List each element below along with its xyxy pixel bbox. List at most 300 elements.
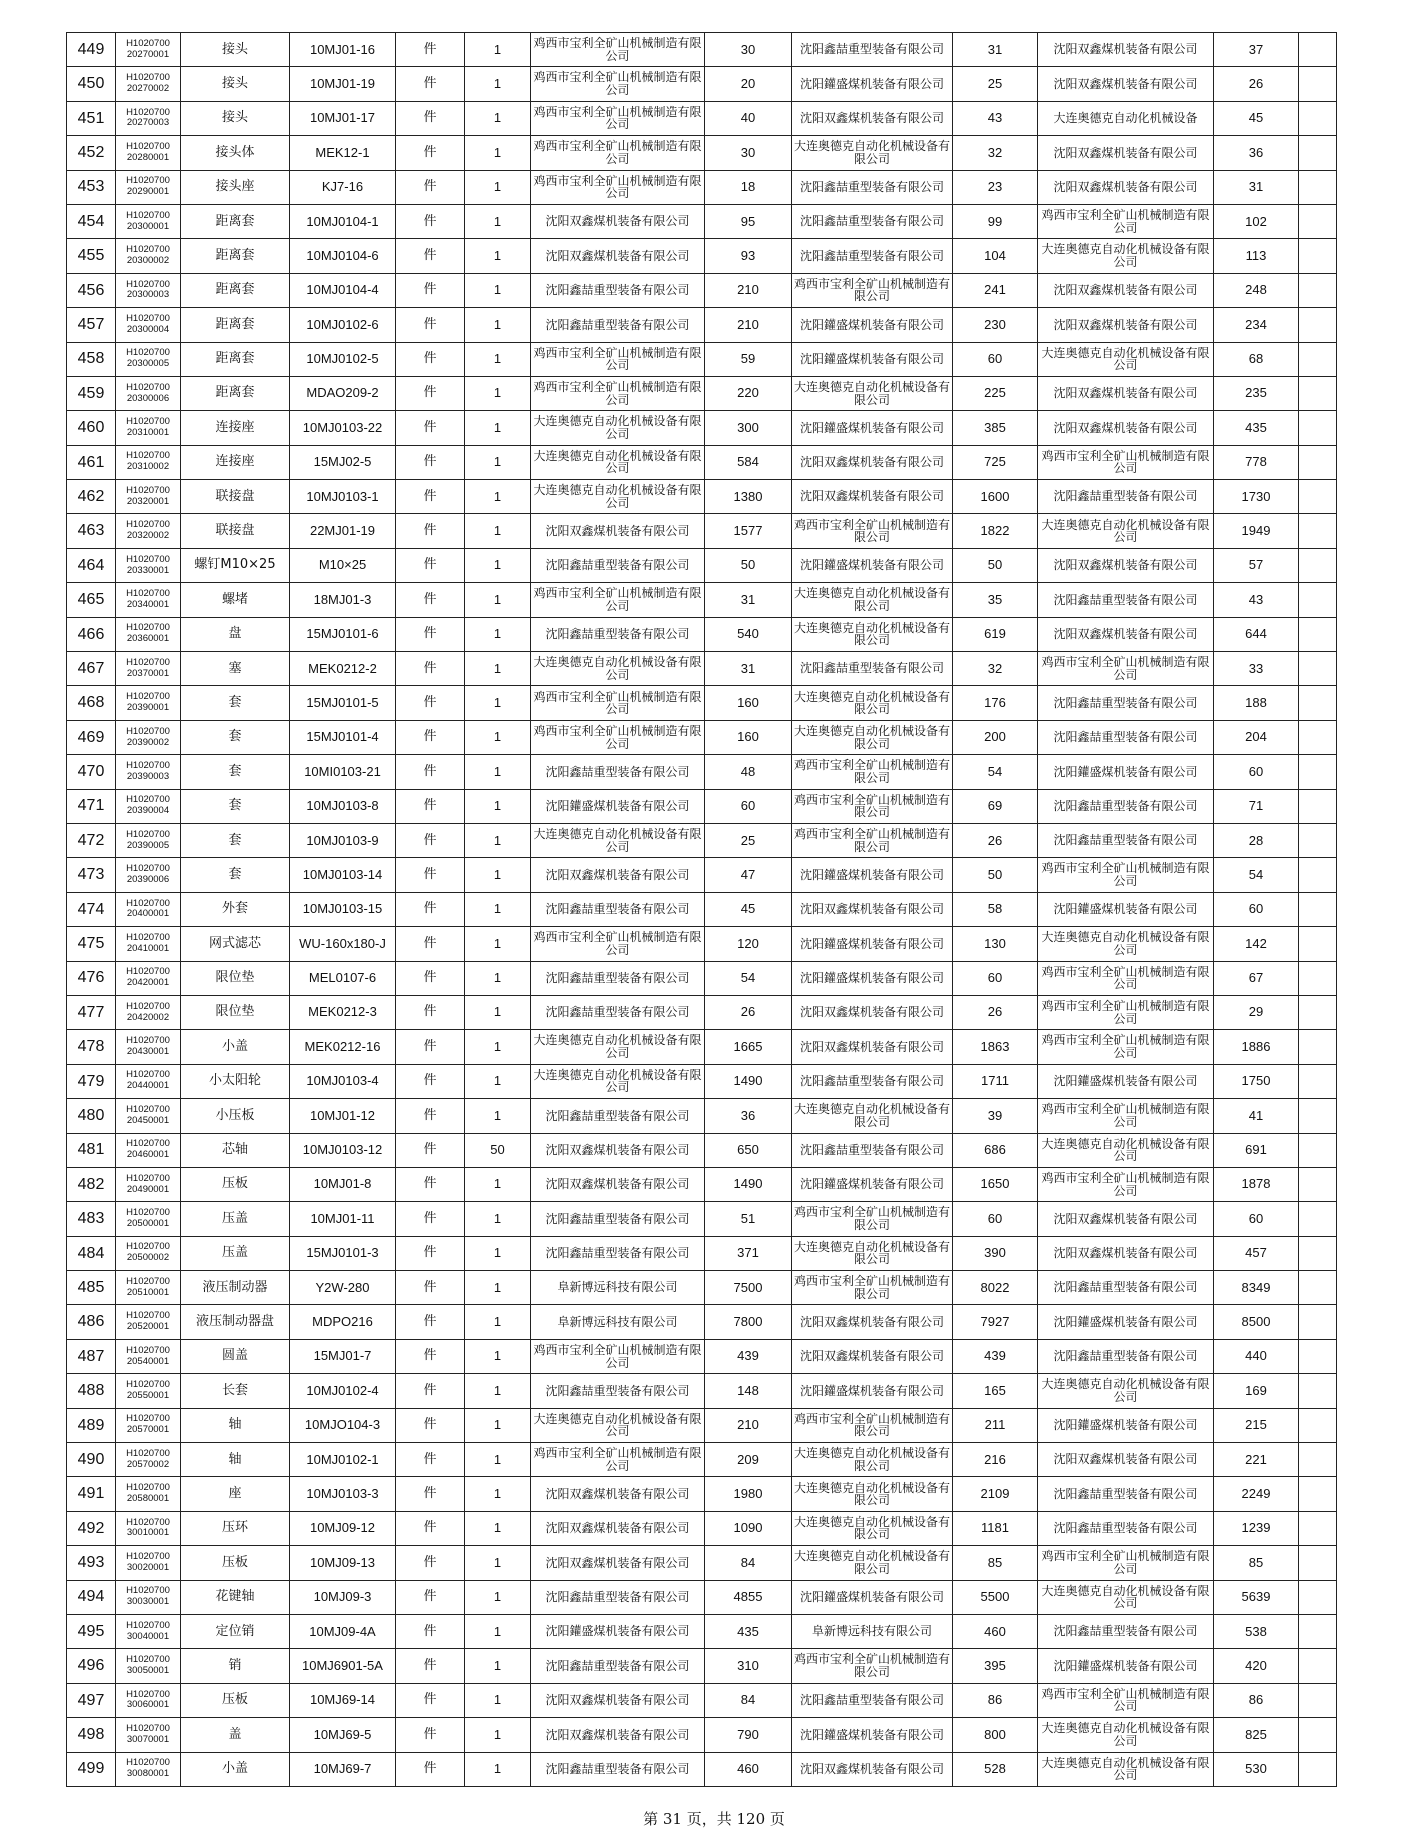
- supplier-2-cell: 沈阳鑵盛煤机装备有限公司: [792, 1718, 953, 1752]
- model-number-cell: 15MJ0101-5: [290, 686, 396, 720]
- unit-cell: 件: [396, 1614, 465, 1648]
- supplier-1-cell: 沈阳鑫喆重型装备有限公司: [531, 617, 705, 651]
- price-2-cell: 395: [953, 1649, 1038, 1683]
- price-2-cell: 1822: [953, 514, 1038, 548]
- remark-cell: [1299, 892, 1337, 926]
- quantity-cell: 1: [465, 239, 531, 273]
- price-3-cell: 1730: [1214, 480, 1299, 514]
- supplier-2-cell: 大连奥德克自动化机械设备有限公司: [792, 686, 953, 720]
- price-3-cell: 778: [1214, 445, 1299, 479]
- supplier-3-cell: 沈阳鑫喆重型装备有限公司: [1038, 583, 1214, 617]
- row-number-cell: 466: [67, 617, 116, 651]
- remark-cell: [1299, 1546, 1337, 1580]
- unit-cell: 件: [396, 720, 465, 754]
- price-1-cell: 1665: [705, 1030, 792, 1064]
- price-3-cell: 86: [1214, 1683, 1299, 1717]
- quantity-cell: 1: [465, 411, 531, 445]
- price-2-cell: 460: [953, 1614, 1038, 1648]
- material-code-cell: H1020700 20550001: [116, 1374, 181, 1408]
- quantity-cell: 1: [465, 273, 531, 307]
- remark-cell: [1299, 273, 1337, 307]
- supplier-2-cell: 沈阳鑵盛煤机装备有限公司: [792, 1167, 953, 1201]
- supplier-2-cell: 大连奥德克自动化机械设备有限公司: [792, 1443, 953, 1477]
- item-name-cell: 距离套: [181, 204, 290, 238]
- supplier-2-cell: 鸡西市宝利全矿山机械制造有限公司: [792, 273, 953, 307]
- remark-cell: [1299, 480, 1337, 514]
- price-2-cell: 725: [953, 445, 1038, 479]
- supplier-1-cell: 沈阳鑫喆重型装备有限公司: [531, 273, 705, 307]
- price-2-cell: 39: [953, 1099, 1038, 1133]
- unit-cell: 件: [396, 239, 465, 273]
- table-row: [67, 858, 1337, 892]
- item-name-cell: 芯轴: [181, 1133, 290, 1167]
- model-number-cell: 10MJ0103-14: [290, 858, 396, 892]
- table-row: [67, 1339, 1337, 1373]
- row-number-cell: 485: [67, 1271, 116, 1305]
- material-code-cell: H1020700 20500001: [116, 1202, 181, 1236]
- supplier-1-cell: 沈阳双鑫煤机装备有限公司: [531, 858, 705, 892]
- price-1-cell: 1577: [705, 514, 792, 548]
- remark-cell: [1299, 755, 1337, 789]
- row-number-cell: 463: [67, 514, 116, 548]
- price-2-cell: 1863: [953, 1030, 1038, 1064]
- model-number-cell: 10MJ01-8: [290, 1167, 396, 1201]
- supplier-3-cell: 沈阳双鑫煤机装备有限公司: [1038, 376, 1214, 410]
- price-3-cell: 29: [1214, 995, 1299, 1029]
- unit-cell: 件: [396, 204, 465, 238]
- supplier-3-cell: 大连奥德克自动化机械设备有限公司: [1038, 1752, 1214, 1786]
- supplier-1-cell: 大连奥德克自动化机械设备有限公司: [531, 411, 705, 445]
- remark-cell: [1299, 204, 1337, 238]
- model-number-cell: 10MJO104-3: [290, 1408, 396, 1442]
- supplier-1-cell: 大连奥德克自动化机械设备有限公司: [531, 823, 705, 857]
- model-number-cell: 10MJ0103-12: [290, 1133, 396, 1167]
- supplier-3-cell: 沈阳鑵盛煤机装备有限公司: [1038, 1064, 1214, 1098]
- price-1-cell: 1980: [705, 1477, 792, 1511]
- unit-cell: 件: [396, 1133, 465, 1167]
- remark-cell: [1299, 239, 1337, 273]
- price-1-cell: 30: [705, 33, 792, 67]
- item-name-cell: 距离套: [181, 239, 290, 273]
- supplier-1-cell: 鸡西市宝利全矿山机械制造有限公司: [531, 720, 705, 754]
- item-name-cell: 压盖: [181, 1202, 290, 1236]
- supplier-1-cell: 鸡西市宝利全矿山机械制造有限公司: [531, 67, 705, 101]
- supplier-3-cell: 沈阳鑫喆重型装备有限公司: [1038, 789, 1214, 823]
- supplier-2-cell: 沈阳鑵盛煤机装备有限公司: [792, 1580, 953, 1614]
- quantity-cell: 1: [465, 1718, 531, 1752]
- price-2-cell: 69: [953, 789, 1038, 823]
- price-1-cell: 790: [705, 1718, 792, 1752]
- row-number-cell: 477: [67, 995, 116, 1029]
- supplier-3-cell: 大连奥德克自动化机械设备有限公司: [1038, 342, 1214, 376]
- item-name-cell: 联接盘: [181, 514, 290, 548]
- quantity-cell: 1: [465, 1305, 531, 1339]
- material-code-cell: H1020700 20300002: [116, 239, 181, 273]
- supplier-3-cell: 沈阳鑫喆重型装备有限公司: [1038, 1477, 1214, 1511]
- table-row: [67, 445, 1337, 479]
- quantity-cell: 1: [465, 1477, 531, 1511]
- price-2-cell: 25: [953, 67, 1038, 101]
- price-2-cell: 58: [953, 892, 1038, 926]
- supplier-3-cell: 沈阳双鑫煤机装备有限公司: [1038, 617, 1214, 651]
- item-name-cell: 套: [181, 686, 290, 720]
- price-1-cell: 210: [705, 308, 792, 342]
- unit-cell: 件: [396, 1443, 465, 1477]
- row-number-cell: 484: [67, 1236, 116, 1270]
- supplier-3-cell: 鸡西市宝利全矿山机械制造有限公司: [1038, 858, 1214, 892]
- quantity-cell: 1: [465, 33, 531, 67]
- unit-cell: 件: [396, 858, 465, 892]
- model-number-cell: 10MJ0103-1: [290, 480, 396, 514]
- table-row: [67, 1443, 1337, 1477]
- supplier-3-cell: 鸡西市宝利全矿山机械制造有限公司: [1038, 1099, 1214, 1133]
- supplier-1-cell: 鸡西市宝利全矿山机械制造有限公司: [531, 1339, 705, 1373]
- price-1-cell: 95: [705, 204, 792, 238]
- supplier-3-cell: 沈阳双鑫煤机装备有限公司: [1038, 136, 1214, 170]
- item-name-cell: 套: [181, 755, 290, 789]
- row-number-cell: 458: [67, 342, 116, 376]
- item-name-cell: 限位垫: [181, 995, 290, 1029]
- model-number-cell: MEK0212-2: [290, 652, 396, 686]
- remark-cell: [1299, 583, 1337, 617]
- supplier-1-cell: 鸡西市宝利全矿山机械制造有限公司: [531, 927, 705, 961]
- row-number-cell: 470: [67, 755, 116, 789]
- price-1-cell: 93: [705, 239, 792, 273]
- price-3-cell: 530: [1214, 1752, 1299, 1786]
- row-number-cell: 479: [67, 1064, 116, 1098]
- price-2-cell: 390: [953, 1236, 1038, 1270]
- price-1-cell: 30: [705, 136, 792, 170]
- row-number-cell: 472: [67, 823, 116, 857]
- unit-cell: 件: [396, 995, 465, 1029]
- model-number-cell: 10MJ0104-6: [290, 239, 396, 273]
- item-name-cell: 液压制动器盘: [181, 1305, 290, 1339]
- material-code-cell: H1020700 20360001: [116, 617, 181, 651]
- item-name-cell: 联接盘: [181, 480, 290, 514]
- price-comparison-table: [66, 32, 1337, 1787]
- supplier-3-cell: 鸡西市宝利全矿山机械制造有限公司: [1038, 204, 1214, 238]
- remark-cell: [1299, 33, 1337, 67]
- model-number-cell: 10MJ01-12: [290, 1099, 396, 1133]
- price-3-cell: 188: [1214, 686, 1299, 720]
- supplier-3-cell: 大连奥德克自动化机械设备有限公司: [1038, 1374, 1214, 1408]
- model-number-cell: 10MJ0103-4: [290, 1064, 396, 1098]
- material-code-cell: H1020700 20490001: [116, 1167, 181, 1201]
- quantity-cell: 1: [465, 583, 531, 617]
- price-1-cell: 60: [705, 789, 792, 823]
- model-number-cell: 10MJ09-13: [290, 1546, 396, 1580]
- price-3-cell: 60: [1214, 892, 1299, 926]
- price-3-cell: 8500: [1214, 1305, 1299, 1339]
- row-number-cell: 475: [67, 927, 116, 961]
- model-number-cell: MEK0212-3: [290, 995, 396, 1029]
- quantity-cell: 1: [465, 858, 531, 892]
- table-row: [67, 136, 1337, 170]
- quantity-cell: 1: [465, 1099, 531, 1133]
- price-3-cell: 60: [1214, 755, 1299, 789]
- price-2-cell: 686: [953, 1133, 1038, 1167]
- table-row: [67, 308, 1337, 342]
- row-number-cell: 474: [67, 892, 116, 926]
- quantity-cell: 1: [465, 961, 531, 995]
- quantity-cell: 1: [465, 617, 531, 651]
- table-row: [67, 376, 1337, 410]
- supplier-1-cell: 沈阳鑵盛煤机装备有限公司: [531, 1614, 705, 1648]
- row-number-cell: 462: [67, 480, 116, 514]
- item-name-cell: 小盖: [181, 1752, 290, 1786]
- supplier-1-cell: 鸡西市宝利全矿山机械制造有限公司: [531, 101, 705, 135]
- item-name-cell: 花键轴: [181, 1580, 290, 1614]
- remark-cell: [1299, 686, 1337, 720]
- unit-cell: 件: [396, 1408, 465, 1442]
- price-1-cell: 209: [705, 1443, 792, 1477]
- model-number-cell: 10MJ0103-9: [290, 823, 396, 857]
- price-2-cell: 60: [953, 1202, 1038, 1236]
- supplier-1-cell: 沈阳双鑫煤机装备有限公司: [531, 1167, 705, 1201]
- supplier-2-cell: 鸡西市宝利全矿山机械制造有限公司: [792, 1649, 953, 1683]
- model-number-cell: 10MJ0104-4: [290, 273, 396, 307]
- material-code-cell: H1020700 30060001: [116, 1683, 181, 1717]
- row-number-cell: 480: [67, 1099, 116, 1133]
- quantity-cell: 1: [465, 548, 531, 582]
- supplier-3-cell: 沈阳双鑫煤机装备有限公司: [1038, 273, 1214, 307]
- row-number-cell: 464: [67, 548, 116, 582]
- price-3-cell: 691: [1214, 1133, 1299, 1167]
- supplier-2-cell: 沈阳双鑫煤机装备有限公司: [792, 445, 953, 479]
- quantity-cell: 1: [465, 342, 531, 376]
- unit-cell: 件: [396, 480, 465, 514]
- price-3-cell: 440: [1214, 1339, 1299, 1373]
- price-3-cell: 5639: [1214, 1580, 1299, 1614]
- row-number-cell: 499: [67, 1752, 116, 1786]
- supplier-3-cell: 大连奥德克自动化机械设备有限公司: [1038, 1133, 1214, 1167]
- price-1-cell: 120: [705, 927, 792, 961]
- row-number-cell: 468: [67, 686, 116, 720]
- item-name-cell: 接头体: [181, 136, 290, 170]
- price-2-cell: 50: [953, 858, 1038, 892]
- remark-cell: [1299, 652, 1337, 686]
- item-name-cell: 距离套: [181, 273, 290, 307]
- row-number-cell: 495: [67, 1614, 116, 1648]
- supplier-1-cell: 沈阳双鑫煤机装备有限公司: [531, 204, 705, 238]
- price-1-cell: 1490: [705, 1064, 792, 1098]
- supplier-3-cell: 鸡西市宝利全矿山机械制造有限公司: [1038, 445, 1214, 479]
- model-number-cell: 15MJ01-7: [290, 1339, 396, 1373]
- quantity-cell: 1: [465, 686, 531, 720]
- table-row: [67, 892, 1337, 926]
- row-number-cell: 478: [67, 1030, 116, 1064]
- table-row: [67, 1099, 1337, 1133]
- unit-cell: 件: [396, 548, 465, 582]
- material-code-cell: H1020700 20390003: [116, 755, 181, 789]
- price-3-cell: 67: [1214, 961, 1299, 995]
- item-name-cell: 塞: [181, 652, 290, 686]
- supplier-1-cell: 沈阳鑫喆重型装备有限公司: [531, 892, 705, 926]
- remark-cell: [1299, 927, 1337, 961]
- unit-cell: 件: [396, 308, 465, 342]
- supplier-2-cell: 大连奥德克自动化机械设备有限公司: [792, 617, 953, 651]
- material-code-cell: H1020700 20270002: [116, 67, 181, 101]
- supplier-3-cell: 沈阳双鑫煤机装备有限公司: [1038, 1236, 1214, 1270]
- material-code-cell: H1020700 20410001: [116, 927, 181, 961]
- remark-cell: [1299, 376, 1337, 410]
- price-3-cell: 85: [1214, 1546, 1299, 1580]
- item-name-cell: 连接座: [181, 411, 290, 445]
- model-number-cell: MEK0212-16: [290, 1030, 396, 1064]
- price-2-cell: 35: [953, 583, 1038, 617]
- item-name-cell: 轴: [181, 1408, 290, 1442]
- supplier-2-cell: 大连奥德克自动化机械设备有限公司: [792, 1477, 953, 1511]
- price-2-cell: 2109: [953, 1477, 1038, 1511]
- remark-cell: [1299, 411, 1337, 445]
- supplier-3-cell: 鸡西市宝利全矿山机械制造有限公司: [1038, 652, 1214, 686]
- table-row: [67, 686, 1337, 720]
- price-3-cell: 26: [1214, 67, 1299, 101]
- quantity-cell: 1: [465, 1374, 531, 1408]
- model-number-cell: 10MJ01-17: [290, 101, 396, 135]
- price-2-cell: 23: [953, 170, 1038, 204]
- price-2-cell: 439: [953, 1339, 1038, 1373]
- table-row: [67, 548, 1337, 582]
- unit-cell: 件: [396, 411, 465, 445]
- supplier-3-cell: 沈阳双鑫煤机装备有限公司: [1038, 67, 1214, 101]
- material-code-cell: H1020700 20500002: [116, 1236, 181, 1270]
- unit-cell: 件: [396, 1752, 465, 1786]
- supplier-2-cell: 阜新博远科技有限公司: [792, 1614, 953, 1648]
- quantity-cell: 1: [465, 1683, 531, 1717]
- row-number-cell: 449: [67, 33, 116, 67]
- table-row: [67, 1030, 1337, 1064]
- table-row: [67, 1236, 1337, 1270]
- item-name-cell: 压板: [181, 1683, 290, 1717]
- quantity-cell: 1: [465, 204, 531, 238]
- price-3-cell: 248: [1214, 273, 1299, 307]
- item-name-cell: 盖: [181, 1718, 290, 1752]
- item-name-cell: 圆盖: [181, 1339, 290, 1373]
- material-code-cell: H1020700 20300005: [116, 342, 181, 376]
- unit-cell: 件: [396, 823, 465, 857]
- supplier-3-cell: 鸡西市宝利全矿山机械制造有限公司: [1038, 1683, 1214, 1717]
- price-2-cell: 85: [953, 1546, 1038, 1580]
- remark-cell: [1299, 1236, 1337, 1270]
- supplier-2-cell: 鸡西市宝利全矿山机械制造有限公司: [792, 1271, 953, 1305]
- supplier-2-cell: 大连奥德克自动化机械设备有限公司: [792, 1099, 953, 1133]
- table-row: [67, 755, 1337, 789]
- price-2-cell: 43: [953, 101, 1038, 135]
- material-code-cell: H1020700 30080001: [116, 1752, 181, 1786]
- item-name-cell: 定位销: [181, 1614, 290, 1648]
- price-1-cell: 26: [705, 995, 792, 1029]
- price-2-cell: 32: [953, 652, 1038, 686]
- supplier-2-cell: 大连奥德克自动化机械设备有限公司: [792, 376, 953, 410]
- price-1-cell: 220: [705, 376, 792, 410]
- table-row: [67, 342, 1337, 376]
- supplier-2-cell: 沈阳双鑫煤机装备有限公司: [792, 995, 953, 1029]
- supplier-1-cell: 鸡西市宝利全矿山机械制造有限公司: [531, 376, 705, 410]
- quantity-cell: 1: [465, 1236, 531, 1270]
- quantity-cell: 1: [465, 1202, 531, 1236]
- item-name-cell: 接头: [181, 67, 290, 101]
- model-number-cell: WU-160x180-J: [290, 927, 396, 961]
- item-name-cell: 小盖: [181, 1030, 290, 1064]
- table-row: [67, 1614, 1337, 1648]
- item-name-cell: 套: [181, 858, 290, 892]
- unit-cell: 件: [396, 1649, 465, 1683]
- material-code-cell: H1020700 20390005: [116, 823, 181, 857]
- table-row: [67, 1546, 1337, 1580]
- supplier-2-cell: 沈阳鑵盛煤机装备有限公司: [792, 67, 953, 101]
- model-number-cell: 10MJ0102-6: [290, 308, 396, 342]
- price-2-cell: 528: [953, 1752, 1038, 1786]
- supplier-1-cell: 大连奥德克自动化机械设备有限公司: [531, 1408, 705, 1442]
- quantity-cell: 1: [465, 1064, 531, 1098]
- price-3-cell: 41: [1214, 1099, 1299, 1133]
- material-code-cell: H1020700 20580001: [116, 1477, 181, 1511]
- supplier-3-cell: 大连奥德克自动化机械设备有限公司: [1038, 239, 1214, 273]
- quantity-cell: 1: [465, 308, 531, 342]
- remark-cell: [1299, 1133, 1337, 1167]
- price-3-cell: 420: [1214, 1649, 1299, 1683]
- table-row: [67, 789, 1337, 823]
- remark-cell: [1299, 858, 1337, 892]
- supplier-3-cell: 沈阳双鑫煤机装备有限公司: [1038, 33, 1214, 67]
- supplier-2-cell: 沈阳鑫喆重型装备有限公司: [792, 1133, 953, 1167]
- item-name-cell: 螺钉M10×25: [181, 548, 290, 582]
- unit-cell: 件: [396, 686, 465, 720]
- remark-cell: [1299, 1649, 1337, 1683]
- item-name-cell: 压盖: [181, 1236, 290, 1270]
- row-number-cell: 467: [67, 652, 116, 686]
- quantity-cell: 1: [465, 1580, 531, 1614]
- table-row: [67, 411, 1337, 445]
- model-number-cell: 10MJ09-3: [290, 1580, 396, 1614]
- model-number-cell: 15MJ0101-6: [290, 617, 396, 651]
- price-1-cell: 31: [705, 583, 792, 617]
- supplier-3-cell: 大连奥德克自动化机械设备: [1038, 101, 1214, 135]
- supplier-2-cell: 沈阳鑫喆重型装备有限公司: [792, 1683, 953, 1717]
- supplier-3-cell: 沈阳鑫喆重型装备有限公司: [1038, 823, 1214, 857]
- supplier-2-cell: 沈阳鑵盛煤机装备有限公司: [792, 411, 953, 445]
- price-3-cell: 1878: [1214, 1167, 1299, 1201]
- supplier-2-cell: 大连奥德克自动化机械设备有限公司: [792, 136, 953, 170]
- item-name-cell: 网式滤芯: [181, 927, 290, 961]
- remark-cell: [1299, 445, 1337, 479]
- material-code-cell: H1020700 20510001: [116, 1271, 181, 1305]
- price-2-cell: 211: [953, 1408, 1038, 1442]
- quantity-cell: 1: [465, 1546, 531, 1580]
- price-1-cell: 40: [705, 101, 792, 135]
- model-number-cell: MEK12-1: [290, 136, 396, 170]
- item-name-cell: 座: [181, 1477, 290, 1511]
- model-number-cell: 10MJ6901-5A: [290, 1649, 396, 1683]
- supplier-2-cell: 沈阳鑵盛煤机装备有限公司: [792, 858, 953, 892]
- remark-cell: [1299, 1511, 1337, 1545]
- material-code-cell: H1020700 20270001: [116, 33, 181, 67]
- price-2-cell: 32: [953, 136, 1038, 170]
- item-name-cell: 套: [181, 823, 290, 857]
- supplier-2-cell: 鸡西市宝利全矿山机械制造有限公司: [792, 1408, 953, 1442]
- unit-cell: 件: [396, 755, 465, 789]
- remark-cell: [1299, 1030, 1337, 1064]
- supplier-2-cell: 沈阳鑫喆重型装备有限公司: [792, 652, 953, 686]
- supplier-1-cell: 沈阳鑫喆重型装备有限公司: [531, 1580, 705, 1614]
- supplier-2-cell: 沈阳鑵盛煤机装备有限公司: [792, 927, 953, 961]
- price-2-cell: 1600: [953, 480, 1038, 514]
- table-row: [67, 823, 1337, 857]
- remark-cell: [1299, 961, 1337, 995]
- remark-cell: [1299, 789, 1337, 823]
- quantity-cell: 1: [465, 927, 531, 961]
